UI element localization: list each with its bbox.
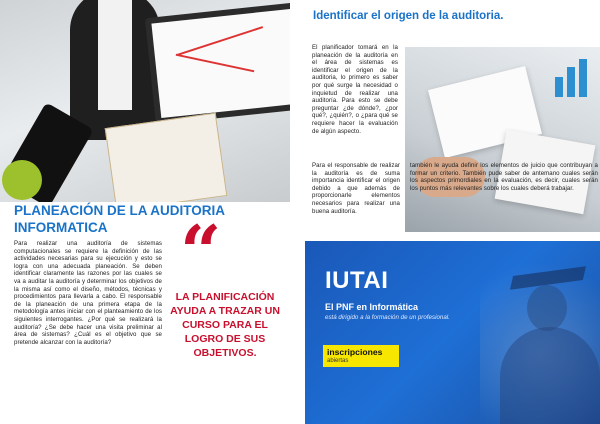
paragraph-origin-c: también le ayuda definir los elementos de juicio que contribuyan a formar un criterio. También pude saber de antemano cuales serán los aspectos primordiales en la evaluación, es decir, cuales serán los puntos más relevantes sobre los cuales deberá trabajar. [410,162,598,192]
quote-mark-icon: “ [180,209,216,294]
paragraph-planning: Para realizar una auditoría de sistemas computacionales se requiere la definición de las actividades necesarias para su ejecución y esto se logra con una adecuada planeación. Se deben identificar claramente las razones por las cuales se va a auditar la auditoría y determinar los objetivos de la misma así como el diseño, métodos, técnicas y procedimientos para llevarla a cabo. El responsable de la planeación de una primera etapa de la metodología antes iniciar con el planteamiento de los siguientes interrogantes. ¿Por qué se realizará la auditoría? ¿Se debe hacer una visita preliminar al área de sistemas? ¿Cuál es el objetivo que se pretende alcanzar con la auditoría? [14,240,162,346]
pull-quote: LA PLANIFICACIÓN AYUDA A TRAZAR UN CURSO PARA EL LOGRO DE SUS OBJETIVOS. [170,291,280,359]
bar-shape [579,59,587,97]
banner-title: IUTAI [325,267,389,294]
paragraph-origin-b: Para el responsable de realizar la auditoría es de suma importancia identificar el origen debido a que además de proporcionarle elementos necesarios para realizar una buena auditoría. [312,162,400,215]
badge-line-2: abiertas [327,358,349,364]
paragraph-origin-a: El planificador tomará en la planeación de la auditoría en el área de sistemas es identificar el origen de la auditoria, lo primero es saber por qué surge la necesidad o inquietud de realizar una auditoría. Para esto se debe preguntar ¿de dónde?, ¿por qué?, ¿quién?, o ¿para qué se requiere hacer la evaluación de algún aspecto. [312,44,398,135]
badge-line-1: inscripciones [327,347,383,357]
banner-program: El PNF en Informática [325,302,419,312]
page-subtitle: INFORMATICA [14,220,108,235]
shirt-shape [98,0,132,110]
banner-tagline: está dirigido a la formación de un profesional. [325,314,450,321]
bar-shape [555,77,563,97]
notebook-shape [105,113,228,202]
desk-photo [405,47,600,232]
section-heading-origin: Identificar el origen de la auditoria. [313,10,504,22]
graduate-head-shape [527,285,567,331]
inscripciones-badge [323,345,399,367]
bar-shape [567,67,575,97]
plant-shape [2,160,42,200]
graduate-shoulders-shape [500,327,600,424]
page-title: PLANEACIÓN DE LA AUDITORIA [14,203,226,218]
office-photo [0,0,290,202]
